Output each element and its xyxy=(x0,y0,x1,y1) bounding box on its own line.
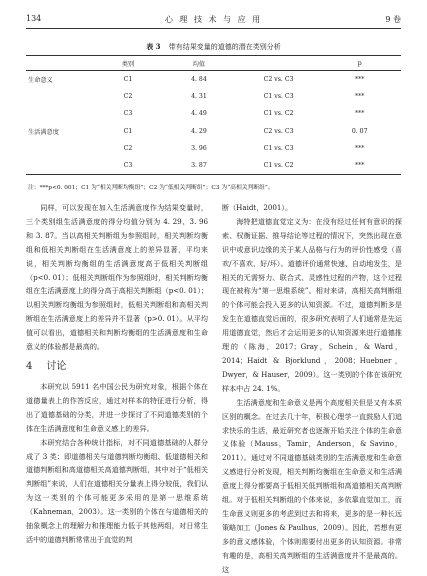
p-value-cell: *** xyxy=(355,110,365,118)
journal-title: 心 理 技 术 与 应 用 xyxy=(164,15,263,24)
p-value-cell: *** xyxy=(355,144,365,152)
right-column xyxy=(222,201,402,576)
variable-cell xyxy=(26,105,97,122)
class-cell: C1 xyxy=(123,76,133,84)
variable-cell: 生命意义 xyxy=(28,77,53,85)
mean-cell: 4. 49 xyxy=(191,110,207,118)
header-cell: 均值 xyxy=(159,56,239,71)
p-value-cell: 0. 07 xyxy=(351,127,368,135)
variable-cell: 生活满意度 xyxy=(28,128,59,136)
class-cell: C2 xyxy=(123,144,133,152)
section-number: 4 xyxy=(26,360,33,372)
header-rule xyxy=(26,28,401,29)
header-cell xyxy=(26,56,97,71)
table-row xyxy=(26,123,401,140)
variable-cell xyxy=(26,88,97,105)
mean-cell: 3. 96 xyxy=(191,144,207,152)
mean-cell: 4. 31 xyxy=(191,93,207,101)
left-column xyxy=(26,201,208,547)
table-header-row xyxy=(26,56,401,71)
comparison-cell: C1 vs. C3 xyxy=(263,93,294,101)
p-value-cell: *** xyxy=(355,76,365,84)
body-paragraph: 本研究结合各种统计指标，对不同道德基础的人群分成了 3 类：即道德相关与道德判断均衡组、低道德相关和道德判断组和高道德相关高道德判断组，其中对于“低相关判断组”来说，人们在道德相关分量表上得分较低，我们认为这一类别的个体可能更多采用的是第一思维系统（Kahneman，2003）。这一类别的个体在与道德相关的抽象概念上的理解力和推理能力低于其他两组，对日常生活中的道德判断常常出于直觉的判 xyxy=(26,437,208,544)
mean-cell: 3. 87 xyxy=(159,157,239,175)
table-row xyxy=(26,88,401,105)
body-paragraph: 本研究以 5911 名中国公民为研究对象，根据个体在道德量表上的作答反应，通过对样本的特征进行分析，得出了道德基础的分类，并进一步探讨了不同道德类别的个体在生活满意度和生命意义感上的差异。 xyxy=(26,381,208,433)
p-value-cell: *** xyxy=(355,93,365,101)
mean-cell: 4. 29 xyxy=(191,127,207,135)
class-cell: C3 xyxy=(97,157,159,175)
body-paragraph: 海特把道德直觉定义为：在没有经过任何有意识的探索、权衡证据、推导结论等过程的情况下，突然出现在意识中或意识边缘的关于某人品格与行为的评价性感受（喜欢/不喜欢、好/坏）。道德评价通常快速、自动地发生，是相关的无需努力、联合式、灵感性过程的产物，这个过程现在被称为“第一思维系统”。相对来讲，高相关高判断组的个体可能会投入更多的认知资源。不过，道德判断多是发生在道德直觉后面的，很多研究表明了人们通常是先运用道德直觉，然后才会运用更多的认知资源来进行道德推理的（陈海，2017；Gray，Schein，& Ward，2014；Haidt & Bjorklund，2008；Huebner，Dwyer，& Hauser，2009）。这一类别的个体在该研究样本中占 24. 1%。 xyxy=(222,216,402,393)
table-row xyxy=(26,140,401,157)
table-row xyxy=(26,157,401,175)
page-number: 134 xyxy=(26,14,42,23)
table-row xyxy=(26,105,401,122)
section-title: 讨论 xyxy=(46,360,67,372)
results-table xyxy=(26,55,401,175)
comparison-cell: C2 vs. C3 xyxy=(263,127,294,135)
header-cell xyxy=(239,56,319,71)
table-note: 注：***p<0. 001；C1 为“相关判断均衡组”；C2 为“低相关判断组”；C3 为“高相关判断组”。 xyxy=(28,185,274,191)
header-cell: p xyxy=(318,56,401,71)
body-paragraph: 生活满意度和生命意义是两个高度相关但是又有本质区别的概念。在过去几十年，积极心理学一直鼓励人们追求快乐的生活，最近研究者也逐渐开始关注个体的生命意义体验（Mauss，Tamir，Anderson，& Savino，2011）。通过对不同道德基础类别的生活满意度和生命意义感进行分析发现，相关判断均衡组在生命意义和生活满意度上得分都要高于低相关低判断组和高道德相关高判断组。对于低相关判断组的个体来说，多依靠直觉加工，而生命意义则更多的考虑到过去和将来，更多的是一种长远策略加工（Jones & Paulhus，2009）。因此，若想有更多的意义感体验，个体则需要付出更多的认知资源。非常有趣的是，高相关高判断组的生活满意度并不是最高的。这 xyxy=(222,397,402,574)
table-caption xyxy=(0,42,427,52)
section-heading xyxy=(26,360,208,374)
p-value-cell: *** xyxy=(318,157,401,175)
mean-cell: 4. 84 xyxy=(191,76,207,84)
table-caption-label: 表 3 xyxy=(146,42,161,51)
body-paragraph: 同样，可以发现在加入生活满意度作为结果变量时，三个类别组生活满意度的得分均值分别为 4. 29、3. 96 和 3. 87。当以高相关判断组为参照组时，相关判断均衡组和低相关判断组在生活满意度上的差异显著，平均来说，相关判断均衡组的生活满意度高于低相关判断组（p<0. 01）；低相关判断组作为参照组时，相关判断均衡组在生活满意度上的得分高于高相关判断组（p<0. 01）；以相关判断均衡组为参照组时，低相关判断组和高相关判断组在生活满意度上的差异并不显著（p>0. 01）。从平均值可以看出，道德相关和判断均衡组的生活满意度和生命意义的体验都是最高的。 xyxy=(26,203,208,352)
running-header xyxy=(26,14,401,26)
variable-cell xyxy=(26,157,97,175)
volume-label: 9 卷 xyxy=(385,15,401,24)
body-paragraph: 断（Haidt，2001）。 xyxy=(222,203,293,212)
comparison-cell: C1 vs. C2 xyxy=(239,157,319,175)
table-caption-text: 带有结果变量的道德的潜在类别分析 xyxy=(168,43,281,51)
variable-cell xyxy=(26,140,97,157)
class-cell: C2 xyxy=(123,93,133,101)
header-cell: 类别 xyxy=(97,56,159,71)
comparison-cell: C1 vs. C2 xyxy=(263,110,294,118)
table-row xyxy=(26,71,401,89)
class-cell: C3 xyxy=(123,110,133,118)
comparison-cell: C1 vs. C3 xyxy=(263,144,294,152)
class-cell: C1 xyxy=(123,127,133,135)
comparison-cell: C2 vs. C3 xyxy=(263,76,294,84)
